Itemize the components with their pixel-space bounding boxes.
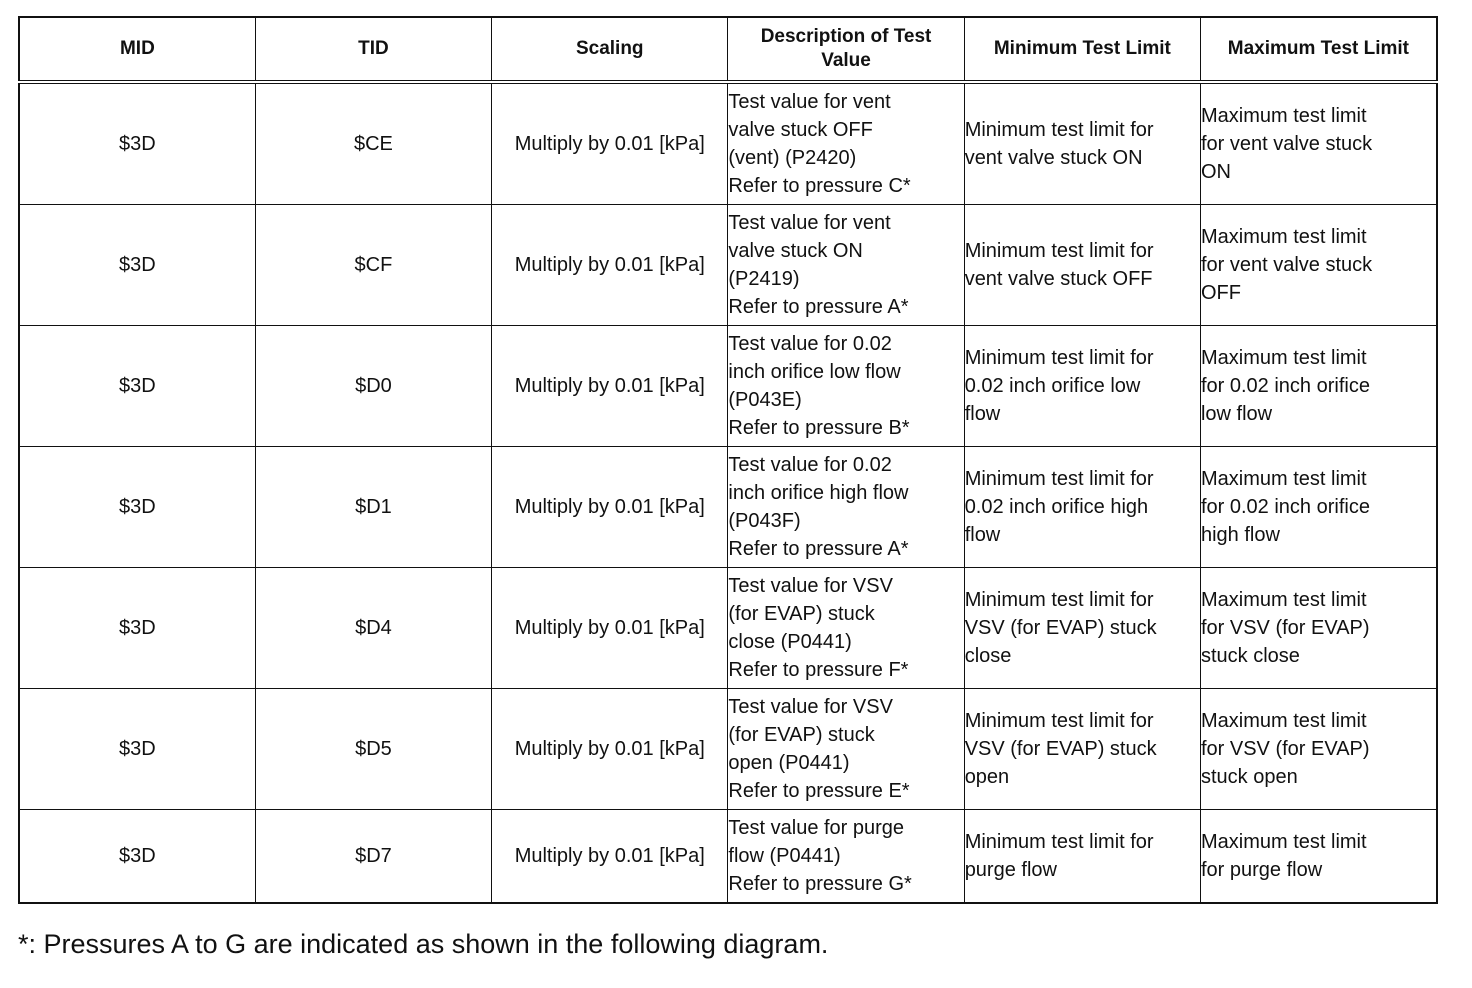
tid-cell: $CE xyxy=(255,82,491,205)
header-row xyxy=(19,17,1437,82)
header-description xyxy=(728,17,964,82)
mid-cell: $3D xyxy=(19,205,255,326)
description-line: Refer to pressure C* xyxy=(728,175,911,197)
max-limit-line: stuck close xyxy=(1200,645,1300,667)
description-line: Test value for vent xyxy=(728,91,891,113)
max-limit-line: ON xyxy=(1200,161,1231,183)
description-line: Test value for 0.02 xyxy=(728,454,892,476)
description-line: inch orifice low flow xyxy=(728,361,901,383)
tid-cell: $CF xyxy=(255,205,491,326)
min-limit-line: Minimum test limit for xyxy=(964,240,1154,262)
mid-cell: $3D xyxy=(19,326,255,447)
mid-cell: $3D xyxy=(19,447,255,568)
max-limit-line: low flow xyxy=(1200,403,1273,425)
max-limit-line: for vent valve stuck xyxy=(1200,254,1373,276)
header-tid: TID xyxy=(255,17,491,82)
min-limit-line: flow xyxy=(964,524,1001,546)
table-row xyxy=(19,447,1437,568)
max-limit-line: Maximum test limit xyxy=(1200,105,1367,127)
footnote: *: Pressures A to G are indicated as shown in the following diagram. xyxy=(18,929,829,959)
description-line: Test value for 0.02 xyxy=(728,333,892,355)
description-line: valve stuck ON xyxy=(728,240,863,262)
min-limit-line: flow xyxy=(964,403,1001,425)
description-cell xyxy=(728,447,964,568)
description-line: (P2419) xyxy=(728,268,800,290)
min-limit-line: close xyxy=(964,645,1012,667)
max-limit-line: Maximum test limit xyxy=(1200,710,1367,732)
min-limit-cell xyxy=(964,82,1200,205)
tid-cell: $D4 xyxy=(255,568,491,689)
max-limit-line: Maximum test limit xyxy=(1200,468,1367,490)
max-limit-cell xyxy=(1200,326,1436,447)
min-limit-line: Minimum test limit for xyxy=(964,589,1154,611)
min-limit-line: purge flow xyxy=(964,859,1057,881)
header-description-line: Description of Test xyxy=(760,26,932,47)
max-limit-line: for 0.02 inch orifice xyxy=(1200,375,1370,397)
mid-cell: $3D xyxy=(19,82,255,205)
min-limit-line: vent valve stuck ON xyxy=(964,147,1143,169)
min-limit-cell xyxy=(964,326,1200,447)
header-description-line: Value xyxy=(821,50,871,71)
scaling-cell: Multiply by 0.01 [kPa] xyxy=(492,447,728,568)
description-line: Refer to pressure A* xyxy=(728,296,909,318)
table-header xyxy=(19,17,1437,82)
scaling-cell: Multiply by 0.01 [kPa] xyxy=(492,326,728,447)
max-limit-line: high flow xyxy=(1200,524,1280,546)
max-limit-line: for purge flow xyxy=(1200,859,1323,881)
tid-cell: $D7 xyxy=(255,810,491,904)
mid-cell: $3D xyxy=(19,568,255,689)
description-line: Refer to pressure F* xyxy=(728,659,909,681)
min-limit-line: VSV (for EVAP) stuck xyxy=(964,617,1157,639)
max-limit-cell xyxy=(1200,810,1436,904)
description-line: flow (P0441) xyxy=(728,845,841,867)
min-limit-line: Minimum test limit for xyxy=(964,468,1154,490)
header-max-limit: Maximum Test Limit xyxy=(1200,17,1436,82)
table-row xyxy=(19,82,1437,205)
max-limit-line: for vent valve stuck xyxy=(1200,133,1373,155)
description-line: open (P0441) xyxy=(728,752,850,774)
max-limit-line: Maximum test limit xyxy=(1200,226,1367,248)
description-cell xyxy=(728,568,964,689)
min-limit-cell xyxy=(964,568,1200,689)
max-limit-line: Maximum test limit xyxy=(1200,347,1367,369)
max-limit-line: for VSV (for EVAP) xyxy=(1200,738,1370,760)
description-line: Refer to pressure E* xyxy=(728,780,910,802)
min-limit-cell xyxy=(964,689,1200,810)
table-row xyxy=(19,205,1437,326)
description-line: close (P0441) xyxy=(728,631,852,653)
description-line: Test value for VSV xyxy=(728,575,893,597)
min-limit-line: vent valve stuck OFF xyxy=(964,268,1153,290)
tid-cell: $D1 xyxy=(255,447,491,568)
description-line: Refer to pressure B* xyxy=(728,417,910,439)
scaling-cell: Multiply by 0.01 [kPa] xyxy=(492,568,728,689)
scaling-cell: Multiply by 0.01 [kPa] xyxy=(492,689,728,810)
description-line: (P043F) xyxy=(728,510,801,532)
header-min-limit: Minimum Test Limit xyxy=(964,17,1200,82)
description-line: Test value for vent xyxy=(728,212,891,234)
tid-cell: $D0 xyxy=(255,326,491,447)
max-limit-line: Maximum test limit xyxy=(1200,831,1367,853)
description-cell xyxy=(728,689,964,810)
header-scaling: Scaling xyxy=(492,17,728,82)
scaling-cell: Multiply by 0.01 [kPa] xyxy=(492,205,728,326)
min-limit-line: Minimum test limit for xyxy=(964,119,1154,141)
description-line: inch orifice high flow xyxy=(728,482,909,504)
max-limit-line: stuck open xyxy=(1200,766,1298,788)
min-limit-cell xyxy=(964,205,1200,326)
min-limit-line: Minimum test limit for xyxy=(964,347,1154,369)
description-line: (P043E) xyxy=(728,389,802,411)
description-line: (vent) (P2420) xyxy=(728,147,857,169)
table-row xyxy=(19,326,1437,447)
min-limit-cell xyxy=(964,810,1200,904)
monitor-test-table xyxy=(18,16,1438,904)
table-row xyxy=(19,689,1437,810)
description-line: (for EVAP) stuck xyxy=(728,724,875,746)
document-page xyxy=(18,16,1438,904)
description-cell xyxy=(728,82,964,205)
min-limit-line: VSV (for EVAP) stuck xyxy=(964,738,1157,760)
max-limit-cell xyxy=(1200,568,1436,689)
description-cell xyxy=(728,205,964,326)
mid-cell: $3D xyxy=(19,810,255,904)
min-limit-line: open xyxy=(964,766,1010,788)
max-limit-cell xyxy=(1200,205,1436,326)
description-line: Refer to pressure A* xyxy=(728,538,909,560)
description-cell xyxy=(728,326,964,447)
scaling-cell: Multiply by 0.01 [kPa] xyxy=(492,82,728,205)
max-limit-line: for 0.02 inch orifice xyxy=(1200,496,1370,518)
description-line: (for EVAP) stuck xyxy=(728,603,875,625)
table-row xyxy=(19,568,1437,689)
min-limit-cell xyxy=(964,447,1200,568)
header-mid: MID xyxy=(19,17,255,82)
description-line: valve stuck OFF xyxy=(728,119,873,141)
min-limit-line: 0.02 inch orifice low xyxy=(964,375,1141,397)
mid-cell: $3D xyxy=(19,689,255,810)
tid-cell: $D5 xyxy=(255,689,491,810)
description-line: Test value for VSV xyxy=(728,696,893,718)
max-limit-cell xyxy=(1200,447,1436,568)
max-limit-line: for VSV (for EVAP) xyxy=(1200,617,1370,639)
description-line: Test value for purge xyxy=(728,817,905,839)
min-limit-line: 0.02 inch orifice high xyxy=(964,496,1149,518)
description-cell xyxy=(728,810,964,904)
description-line: Refer to pressure G* xyxy=(728,873,912,895)
max-limit-cell xyxy=(1200,689,1436,810)
max-limit-cell xyxy=(1200,82,1436,205)
min-limit-line: Minimum test limit for xyxy=(964,710,1154,732)
table-row xyxy=(19,810,1437,904)
scaling-cell: Multiply by 0.01 [kPa] xyxy=(492,810,728,904)
table-body xyxy=(19,82,1437,903)
max-limit-line: OFF xyxy=(1200,282,1241,304)
max-limit-line: Maximum test limit xyxy=(1200,589,1367,611)
min-limit-line: Minimum test limit for xyxy=(964,831,1154,853)
